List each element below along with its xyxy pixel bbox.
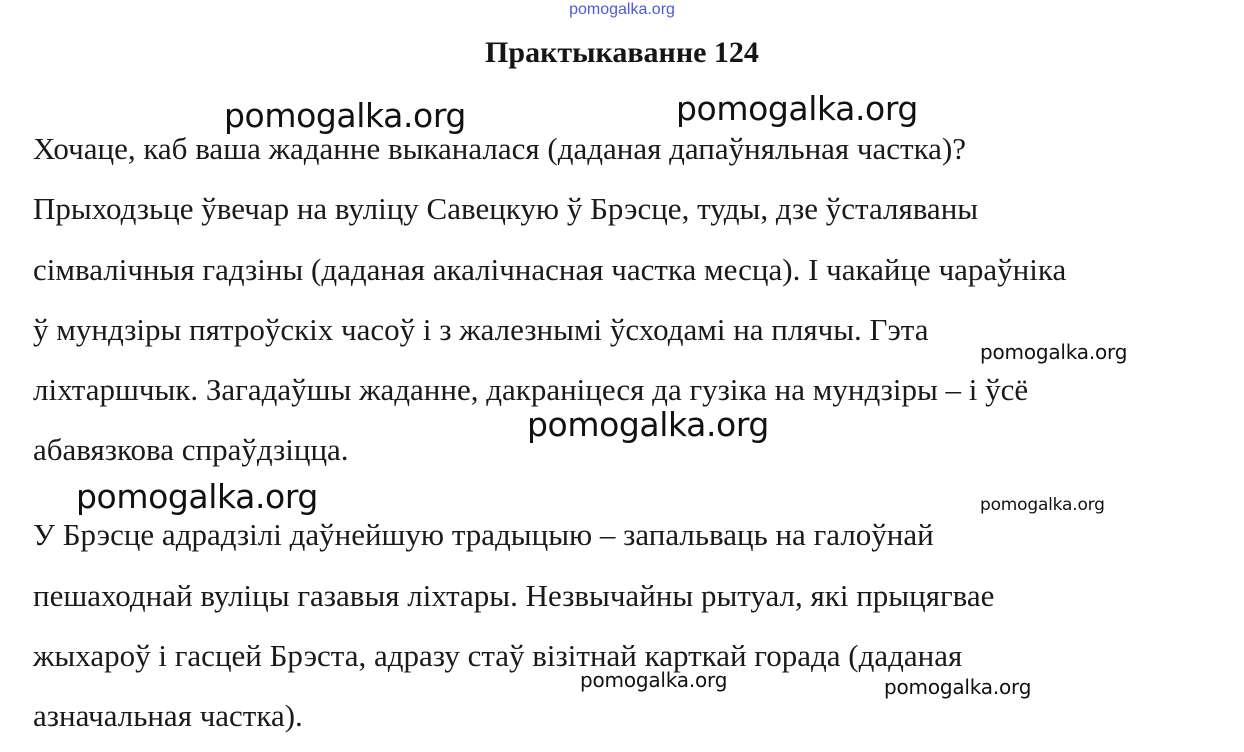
- paragraph-1-line-2: Прыходзьце ўвечар на вуліцу Савецкую ў Брэсце, туды, дзе ўсталяваны: [33, 191, 979, 226]
- page-title: Практыкаванне 124: [485, 36, 759, 69]
- watermark: pomogalka.org: [76, 477, 318, 516]
- paragraph-1-line-6: абавязкова спраўдзіцца.: [33, 432, 349, 467]
- paragraph-2-line-3: жыхароў і гасцей Брэста, адразу стаў візітнай карткай горада (даданая: [33, 638, 963, 673]
- watermark: pomogalka.org: [527, 405, 769, 444]
- paragraph-1-line-4: ў мундзіры пятроўскіх часоў і з жалезнымі ўсходамі на плячы. Гэта: [33, 312, 929, 347]
- watermark: pomogalka.org: [224, 96, 466, 135]
- paragraph-2-line-2: пешаходнай вуліцы газавыя ліхтары. Незвычайны рытуал, які прыцягвае: [33, 578, 995, 613]
- paragraph-2-line-1: У Брэсце адрадзілі даўнейшую традыцыю – запальваць на галоўнай: [33, 517, 934, 552]
- paragraph-1-line-1: Хочаце, каб ваша жаданне выканалася (даданая дапаўняльная частка)?: [33, 131, 967, 166]
- watermark: pomogalka.org: [980, 495, 1105, 515]
- watermark: pomogalka.org: [980, 340, 1128, 364]
- paragraph-1-line-3: сімвалічныя гадзіны (даданая акалічнасная частка месца). І чакайце чараўніка: [33, 252, 1067, 287]
- watermark: pomogalka.org: [676, 89, 918, 128]
- watermark: pomogalka.org: [884, 675, 1032, 699]
- watermark: pomogalka.org: [580, 668, 728, 692]
- paragraph-1-line-5: ліхтаршчык. Загадаўшы жаданне, дакраніцеся да гузіка на мундзіры – і ўсё: [33, 372, 1029, 407]
- site-link[interactable]: pomogalka.org: [569, 1, 675, 18]
- paragraph-2-line-4: азначальная частка).: [33, 698, 303, 733]
